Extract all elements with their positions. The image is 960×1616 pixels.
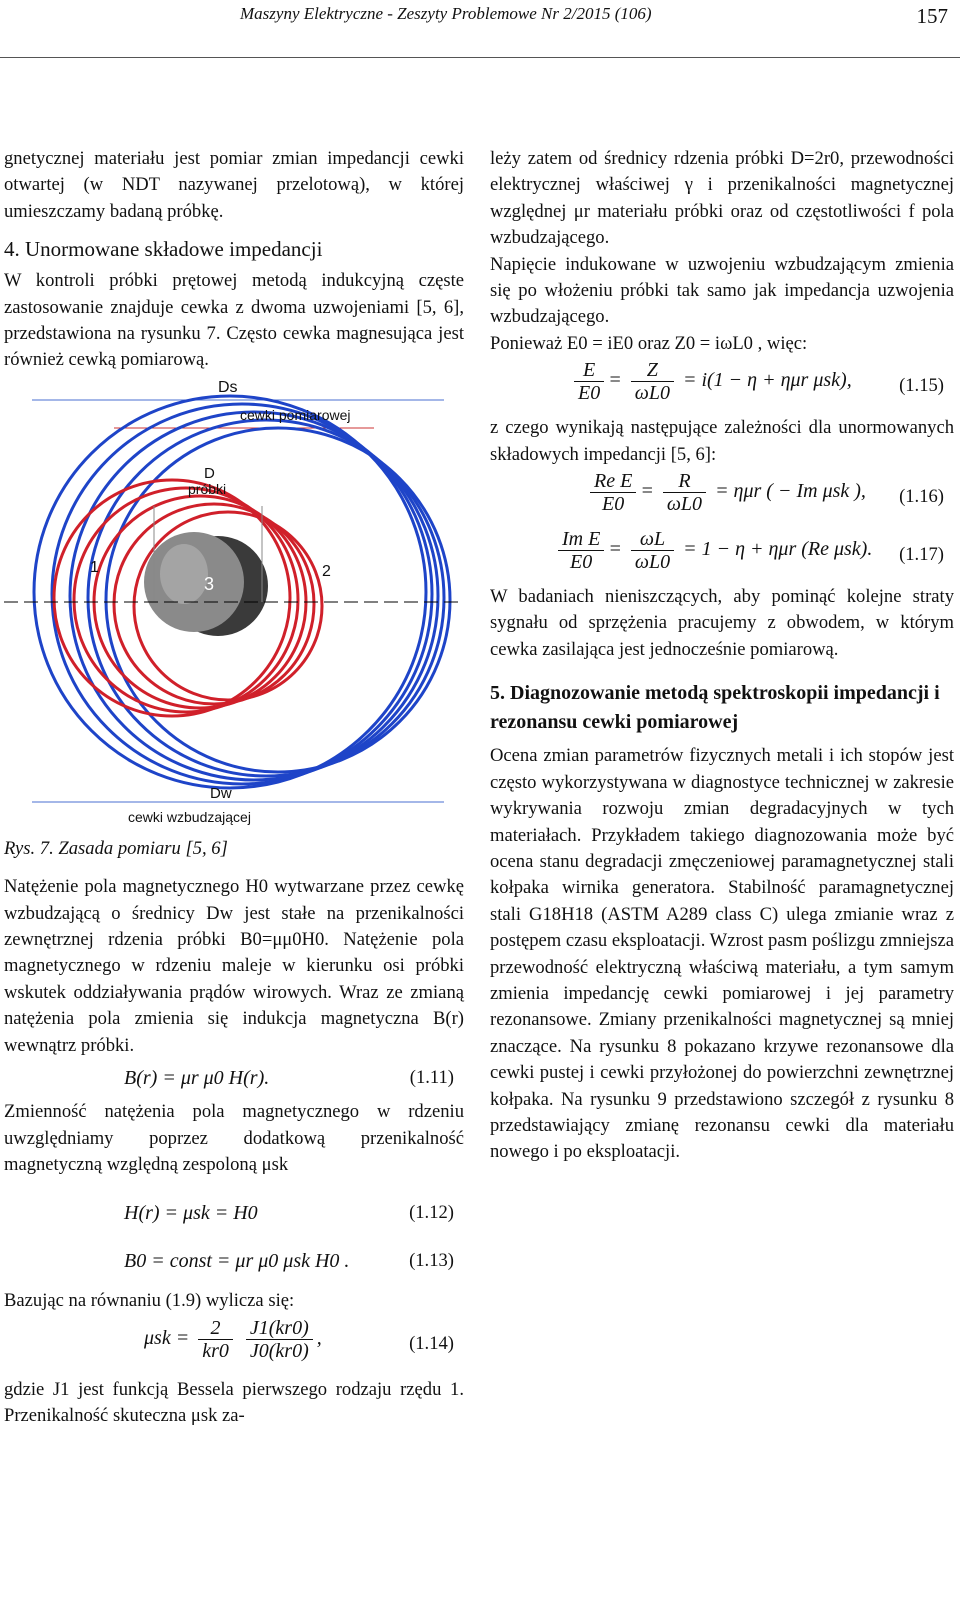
right-column xyxy=(490,146,954,1166)
paragraph: Bazując na równaniu (1.9) wylicza się: xyxy=(4,1290,295,1312)
paragraph: leży zatem od średnicy rdzenia próbki D=2r0, przewodności elektrycznej właściwej γ i przenikalności magnetycznej względnej μr materiału próbki oraz od częstotliwości f pola wzbudzającego. xyxy=(490,148,954,249)
journal-title: Maszyny Elektryczne - Zeszyty Problemowe Nr 2/2015 (106) xyxy=(240,4,652,23)
section-heading: 5. Diagnozowanie metodą spektroskopii impedancji i rezonansu cewki pomiarowej xyxy=(490,682,940,734)
page-number: 157 xyxy=(916,4,948,28)
paragraph: Ocena zmian parametrów fizycznych metali i ich stopów jest często wykorzystywana w diagnostyce technicznej w zakresie wykrywania rozwoju zmian degradacyjnych w tych materiałach. Przykładem takiego diagnozowania może być ocena stanu degradacji zmęczeniowej paramagnetycznej stali kołpaka wirnika generatora. Stabilność paramagnetycznej stali G18H18 (ASTM A289 class C) ulega zmianie wraz z postępem czasu eksploatacji. Wzrost pasm poślizgu zmniejsza przewodność elektryczną właściwą materiału, a tym samym zmienia impedancję cewki pomiarowej i jej parametry rezonansowe. Zmiany przenikalności magnetycznej są mniej znaczące. Na rysunku 8 pokazano krzywe rezonansowe dla cewki pustej i cewki przyłożonej do powierzchni zewnętrznej kołpaka. Na rysunku 9 przedstawiono szczegół z rysunku 8 przedstawiający zmianę rezonansu cewki dla materiału nowego i po eksploatacji. xyxy=(490,745,954,1163)
label-wzbudzajacej: cewki wzbudzającej xyxy=(128,808,251,825)
equation-body: H(r) = μsk = H0 xyxy=(124,1202,258,1225)
paragraph: z czego wynikają następujące zależności dla unormowanych składowych impedancji [5, 6]: xyxy=(490,417,954,465)
equation-1-16: $\frac{\text{Re E}}{E0}$ = $\frac{R}{\omega L0}$ = ημr ( − Im μsk ), (1.16) xyxy=(490,468,954,526)
paragraph: gdzie J1 jest funkcją Bessela pierwszego rodzaju rzędu 1. Przenikalność skuteczna μsk za- xyxy=(4,1378,464,1427)
equation-1-17: $\frac{\text{Im E}}{E0}$ = $\frac{\omega L}{\omega L0}$ = 1 − η + ημr (Re μsk). (1.17) xyxy=(490,526,954,584)
paragraph: W badaniach nieniszczących, aby pominąć kolejne straty sygnału od sprzężenia pracujemy z obwodem, w którym cewka zasilająca jest jednocześnie pomiarową. xyxy=(490,586,954,660)
paragraph: gnetycznej materiału jest pomiar zmian impedancji cewki otwartej (w NDT nazywanej przelotową), w której umieszczamy badaną próbkę. xyxy=(4,148,464,222)
label-d: D xyxy=(204,464,215,482)
paragraph: Ponieważ E0 = iE0 oraz Z0 = iωL0 , więc: xyxy=(490,332,808,354)
figure-coil-diagram xyxy=(4,376,464,828)
equation-number: (1.13) xyxy=(409,1250,454,1272)
equation-body: B(r) = μr μ0 H(r). xyxy=(124,1067,270,1090)
equation-1-14: μsk = $\frac{2}{kr0}$ $\frac{J1(kr0)}{J0(kr0)}$ , (1.14) xyxy=(144,1316,454,1362)
label-pomiarowej: cewki pomiarowej xyxy=(240,406,351,423)
page-header xyxy=(0,0,960,58)
paragraph: Zmienność natężenia pola magnetycznego w rdzeniu uwzględniamy poprzez dodatkową przenikalność magnetyczną względną zespoloną μsk xyxy=(4,1101,464,1175)
equation-1-15: $\frac{E}{E0}$ = $\frac{Z}{\omega L0}$ = i(1 − η + ημr μsk), (1.15) xyxy=(490,357,954,415)
label-ds: Ds xyxy=(218,378,238,396)
coil-diagram-svg xyxy=(4,376,464,828)
paragraph: W kontroli próbki prętowej metodą indukcyjną częste zastosowanie znajduje cewka z dwoma uzwojeniami [5, 6], przedstawiona na rysunku 7. Często cewka magnesująca jest również cewką pomiarową. xyxy=(4,270,464,371)
left-column xyxy=(4,146,464,1430)
equation-1-12 xyxy=(4,1178,464,1242)
equation-body: B0 = const = μr μ0 μsk H0 . xyxy=(124,1250,350,1273)
paragraph: Natężenie pola magnetycznego H0 wytwarzane przez cewkę wzbudzającą o średnicy Dw jest stałe na przenikalności zewnętrznej rdzenia próbki B0=μμ0H0. Natężenie pola magnetycznego w rdzeniu maleje w kierunku osi próbki wskutek oddziaływania prądów wirowych. Wraz ze zmianą natężenia pola zmienia się indukcja magnetyczna B(r) wewnątrz próbki. xyxy=(4,876,464,1056)
section-heading: 4. Unormowane składowe impedancji xyxy=(4,237,323,262)
label-probki: próbki xyxy=(188,480,227,497)
label-1: 1 xyxy=(90,558,99,576)
equation-number: (1.15) xyxy=(899,375,944,397)
equation-1-13 xyxy=(4,1242,464,1288)
equation-number: (1.11) xyxy=(409,1067,454,1089)
equation-lhs: μsk = xyxy=(144,1326,190,1349)
fraction: $\frac{J1(kr0)}{J0(kr0)}$ xyxy=(246,1317,313,1362)
fraction: $\frac{2}{kr0}$ xyxy=(198,1317,233,1362)
figure-caption: Rys. 7. Zasada pomiaru [5, 6] xyxy=(4,837,228,859)
label-dw: Dw xyxy=(210,784,232,802)
equation-number: (1.12) xyxy=(409,1202,454,1224)
equation-1-11 xyxy=(4,1059,464,1099)
equation-number: (1.16) xyxy=(899,486,944,508)
equation-number: (1.17) xyxy=(899,544,944,566)
equation-number: (1.14) xyxy=(409,1332,454,1354)
label-3: 3 xyxy=(204,573,215,594)
paragraph: Napięcie indukowane w uzwojeniu wzbudzającym zmienia się po włożeniu próbki tak samo jak impedancja uzwojenia wzbudzającego. xyxy=(490,253,954,328)
label-2: 2 xyxy=(322,562,331,580)
